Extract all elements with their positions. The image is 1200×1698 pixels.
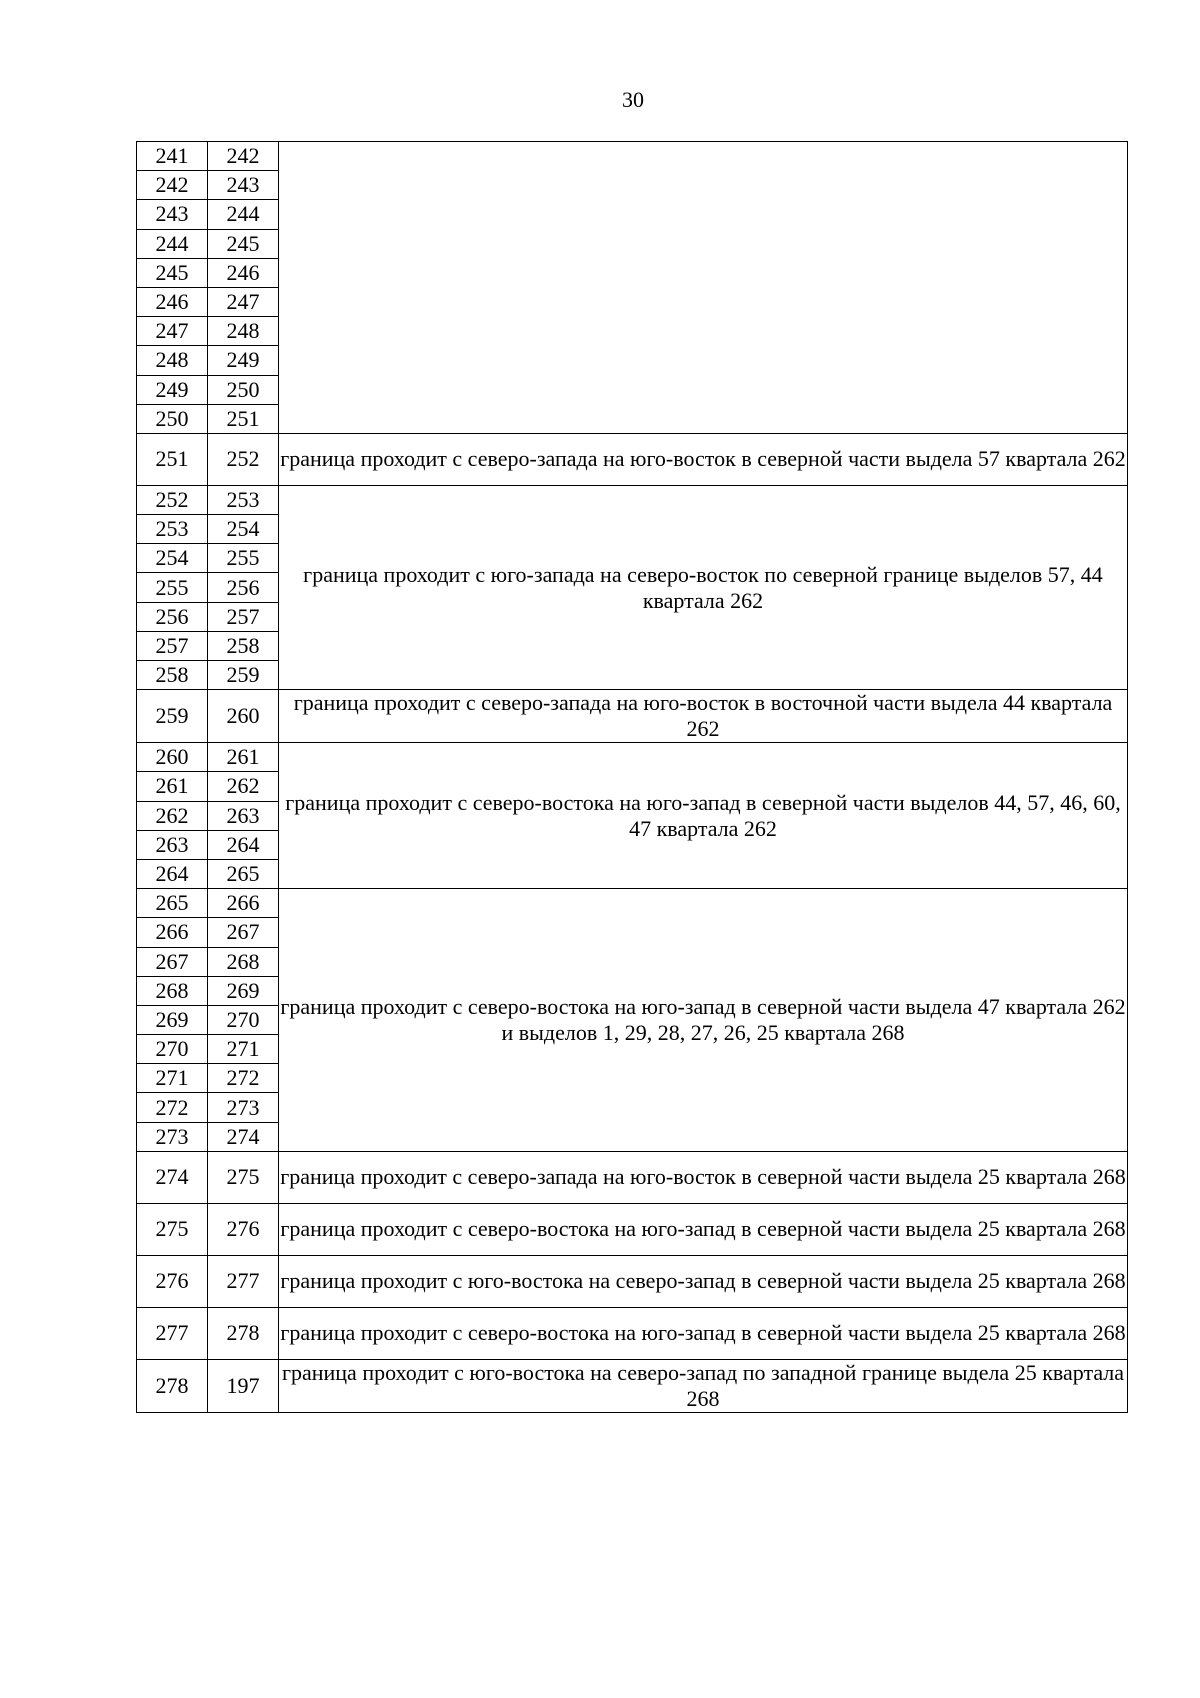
point-from: 277 bbox=[137, 1307, 208, 1359]
point-to: 277 bbox=[208, 1255, 279, 1307]
point-to: 249 bbox=[208, 346, 279, 375]
point-to: 245 bbox=[208, 229, 279, 258]
point-from: 260 bbox=[137, 743, 208, 772]
point-from: 255 bbox=[137, 573, 208, 602]
point-from: 274 bbox=[137, 1151, 208, 1203]
boundary-description bbox=[279, 142, 1128, 434]
table-row bbox=[137, 485, 1128, 514]
point-to: 247 bbox=[208, 287, 279, 316]
point-from: 247 bbox=[137, 317, 208, 346]
point-from: 246 bbox=[137, 287, 208, 316]
point-to: 275 bbox=[208, 1151, 279, 1203]
point-to: 258 bbox=[208, 631, 279, 660]
point-from: 258 bbox=[137, 661, 208, 690]
point-from: 249 bbox=[137, 375, 208, 404]
point-from: 243 bbox=[137, 200, 208, 229]
table-row bbox=[137, 889, 1128, 918]
point-to: 278 bbox=[208, 1307, 279, 1359]
point-to: 242 bbox=[208, 142, 279, 171]
boundary-description: граница проходит с северо-запада на юго-восток в восточной части выдела 44 квартала 262 bbox=[279, 690, 1128, 743]
point-to: 248 bbox=[208, 317, 279, 346]
point-from: 270 bbox=[137, 1035, 208, 1064]
point-from: 269 bbox=[137, 1005, 208, 1034]
table-row bbox=[137, 690, 1128, 743]
point-to: 250 bbox=[208, 375, 279, 404]
point-from: 265 bbox=[137, 889, 208, 918]
point-to: 274 bbox=[208, 1122, 279, 1151]
boundary-description: граница проходит с северо-востока на юго-запад в северной части выдела 25 квартала 268 bbox=[279, 1307, 1128, 1359]
table-row bbox=[137, 142, 1128, 171]
point-to: 254 bbox=[208, 515, 279, 544]
point-to: 272 bbox=[208, 1064, 279, 1093]
point-from: 267 bbox=[137, 947, 208, 976]
point-to: 263 bbox=[208, 801, 279, 830]
point-from: 254 bbox=[137, 544, 208, 573]
boundary-description: граница проходит с северо-запада на юго-восток в северной части выдела 57 квартала 262 bbox=[279, 433, 1128, 485]
point-from: 268 bbox=[137, 976, 208, 1005]
point-from: 272 bbox=[137, 1093, 208, 1122]
point-to: 243 bbox=[208, 171, 279, 200]
point-from: 262 bbox=[137, 801, 208, 830]
point-from: 271 bbox=[137, 1064, 208, 1093]
point-from: 266 bbox=[137, 918, 208, 947]
table-body bbox=[137, 142, 1128, 1413]
point-from: 245 bbox=[137, 258, 208, 287]
point-to: 267 bbox=[208, 918, 279, 947]
point-to: 253 bbox=[208, 485, 279, 514]
point-to: 251 bbox=[208, 404, 279, 433]
point-to: 197 bbox=[208, 1359, 279, 1412]
point-to: 269 bbox=[208, 976, 279, 1005]
point-from: 276 bbox=[137, 1255, 208, 1307]
point-to: 244 bbox=[208, 200, 279, 229]
boundary-description: граница проходит с северо-востока на юго-запад в северной части выдела 25 квартала 268 bbox=[279, 1203, 1128, 1255]
point-from: 259 bbox=[137, 690, 208, 743]
point-from: 244 bbox=[137, 229, 208, 258]
table-row bbox=[137, 1255, 1128, 1307]
table-row bbox=[137, 433, 1128, 485]
point-to: 246 bbox=[208, 258, 279, 287]
boundary-description: граница проходит с северо-востока на юго-запад в северной части выдела 47 квартала 262 и выделов 1, 29, 28, 27, 26, 25 квартала 268 bbox=[279, 889, 1128, 1152]
table-row bbox=[137, 1203, 1128, 1255]
boundary-description: граница проходит с северо-запада на юго-восток в северной части выдела 25 квартала 268 bbox=[279, 1151, 1128, 1203]
point-from: 256 bbox=[137, 602, 208, 631]
point-to: 262 bbox=[208, 772, 279, 801]
table-row bbox=[137, 1359, 1128, 1412]
table-row bbox=[137, 1151, 1128, 1203]
point-from: 248 bbox=[137, 346, 208, 375]
point-to: 268 bbox=[208, 947, 279, 976]
boundary-description: граница проходит с юго-востока на северо-запад по западной границе выдела 25 квартала 268 bbox=[279, 1359, 1128, 1412]
point-to: 252 bbox=[208, 433, 279, 485]
table-row bbox=[137, 1307, 1128, 1359]
point-to: 264 bbox=[208, 830, 279, 859]
boundary-points-table bbox=[136, 141, 1128, 1413]
point-from: 278 bbox=[137, 1359, 208, 1412]
point-from: 263 bbox=[137, 830, 208, 859]
point-to: 273 bbox=[208, 1093, 279, 1122]
point-from: 275 bbox=[137, 1203, 208, 1255]
point-from: 241 bbox=[137, 142, 208, 171]
point-from: 250 bbox=[137, 404, 208, 433]
point-to: 259 bbox=[208, 661, 279, 690]
point-to: 260 bbox=[208, 690, 279, 743]
point-to: 257 bbox=[208, 602, 279, 631]
page-number: 30 bbox=[622, 87, 644, 112]
point-to: 270 bbox=[208, 1005, 279, 1034]
point-from: 252 bbox=[137, 485, 208, 514]
point-from: 251 bbox=[137, 433, 208, 485]
point-from: 253 bbox=[137, 515, 208, 544]
point-to: 256 bbox=[208, 573, 279, 602]
point-from: 257 bbox=[137, 631, 208, 660]
point-from: 273 bbox=[137, 1122, 208, 1151]
point-from: 261 bbox=[137, 772, 208, 801]
point-to: 261 bbox=[208, 743, 279, 772]
point-from: 242 bbox=[137, 171, 208, 200]
boundary-description: граница проходит с юго-запада на северо-восток по северной границе выделов 57, 44 квартала 262 bbox=[279, 485, 1128, 689]
point-to: 255 bbox=[208, 544, 279, 573]
point-from: 264 bbox=[137, 859, 208, 888]
point-to: 265 bbox=[208, 859, 279, 888]
boundary-description: граница проходит с юго-востока на северо-запад в северной части выдела 25 квартала 268 bbox=[279, 1255, 1128, 1307]
table-row bbox=[137, 743, 1128, 772]
point-to: 266 bbox=[208, 889, 279, 918]
boundary-description: граница проходит с северо-востока на юго-запад в северной части выделов 44, 57, 46, 60, 47 квартала 262 bbox=[279, 743, 1128, 889]
point-to: 276 bbox=[208, 1203, 279, 1255]
point-to: 271 bbox=[208, 1035, 279, 1064]
